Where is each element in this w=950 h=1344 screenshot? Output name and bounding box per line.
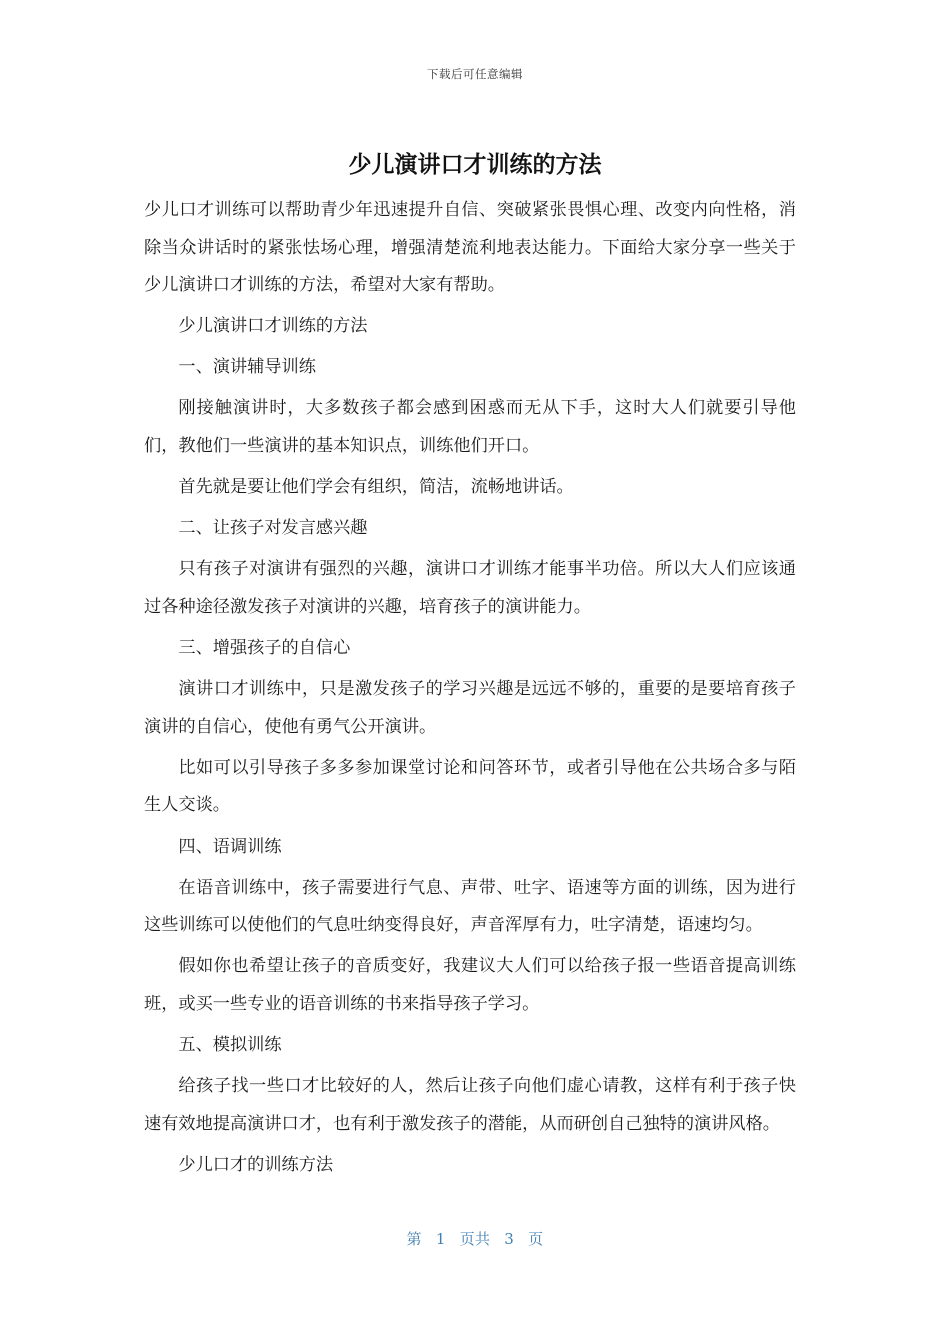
paragraph: 刚接触演讲时，大多数孩子都会感到困惑而无从下手，这时大人们就要引导他们，教他们一些演讲的基本知识点，训练他们开口。 [144,398,796,457]
document-body [144,192,796,1188]
footer-prefix: 第 [406,1230,422,1248]
section-heading-6: 少儿口才的训练方法 [178,1154,334,1175]
section-heading-5: 五、模拟训练 [178,1034,282,1055]
paragraph: 首先就是要让他们学会有组织，简洁，流畅地讲话。 [178,477,574,498]
paragraph-intro: 少儿口才训练可以帮助青少年迅速提升自信、突破紧张畏惧心理、改变内向性格，消除当众讲话时的紧张怯场心理，增强清楚流利地表达能力。下面给大家分享一些关于少儿演讲口才训练的方法，希望对大家有帮助。 [144,200,796,296]
paragraph: 演讲口才训练中，只是激发孩子的学习兴趣是远远不够的，重要的是要培育孩子演讲的自信心，使他有勇气公开演讲。 [144,679,796,737]
paragraph-subtitle: 少儿演讲口才训练的方法 [178,316,368,337]
paragraph: 给孩子找一些口才比较好的人，然后让孩子向他们虚心请教，这样有利于孩子快速有效地提高演讲口才，也有利于激发孩子的潜能，从而研创自己独特的演讲风格。 [144,1076,796,1134]
section-heading-2: 二、让孩子对发言感兴趣 [178,518,368,539]
paragraph: 在语音训练中，孩子需要进行气息、声带、吐字、语速等方面的训练，因为进行这些训练可以使他们的气息吐纳变得良好，声音浑厚有力，吐字清楚，语速均匀。 [144,877,796,936]
footer-current-page: 1 [435,1230,446,1248]
header-note: 下载后可任意编辑 [427,67,523,81]
document-title: 少儿演讲口才训练的方法 [348,152,602,178]
page-number-footer [0,1228,950,1249]
paragraph: 比如可以引导孩子多多参加课堂讨论和问答环节，或者引导他在公共场合多与陌生人交谈。 [144,757,796,816]
section-heading-1: 一、演讲辅导训练 [178,357,316,378]
paragraph: 只有孩子对演讲有强烈的兴趣，演讲口才训练才能事半功倍。所以大人们应该通过各种途径激发孩子对演讲的兴趣，培育孩子的演讲能力。 [144,559,796,617]
footer-middle: 页共 [459,1230,491,1248]
footer-suffix: 页 [528,1230,544,1248]
section-heading-4: 四、语调训练 [178,836,282,857]
paragraph: 假如你也希望让孩子的音质变好，我建议大人们可以给孩子报一些语音提高训练班，或买一些专业的语音训练的书来指导孩子学习。 [144,956,796,1014]
footer-total-pages: 3 [504,1230,515,1248]
section-heading-3: 三、增强孩子的自信心 [178,638,351,659]
